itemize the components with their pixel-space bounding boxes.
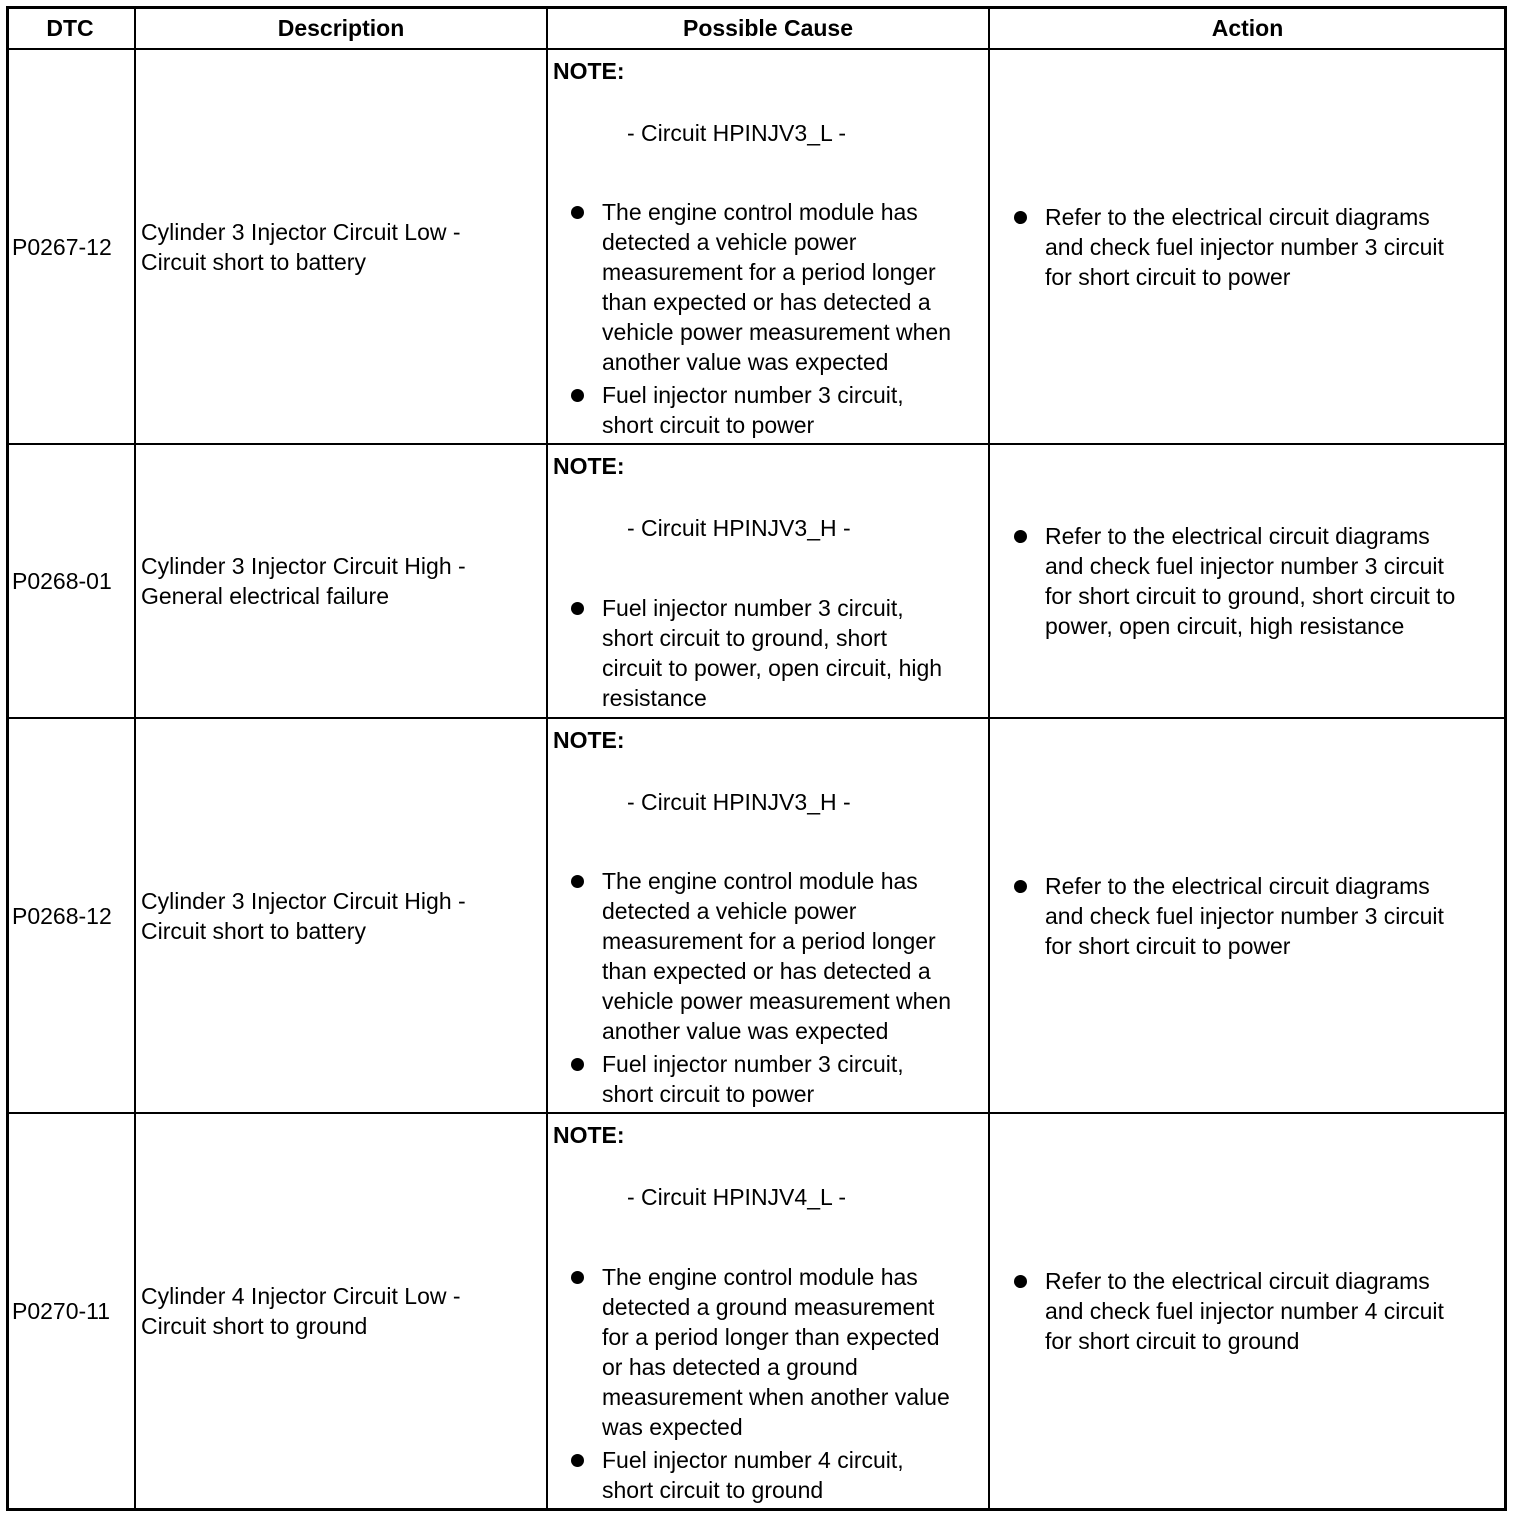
bullet-icon (571, 389, 584, 402)
action-line: and check fuel injector number 3 circuit (1045, 233, 1444, 260)
cause-line: resistance (602, 685, 707, 711)
cause-line: detected a ground measurement (602, 1294, 935, 1320)
cause-line: measurement for a period longer (602, 928, 936, 954)
cause-line: vehicle power measurement when (602, 319, 952, 345)
cause-line: short circuit to ground (602, 1477, 824, 1503)
note-label: NOTE: (553, 58, 625, 84)
cause-line: Fuel injector number 3 circuit, (602, 595, 904, 621)
cause-line: Fuel injector number 3 circuit, (602, 1051, 904, 1077)
cause-line: measurement for a period longer (602, 259, 936, 285)
description-line: Circuit short to battery (141, 917, 366, 944)
cause-line: for a period longer than expected (602, 1324, 940, 1350)
cause-line: short circuit to ground, short (602, 625, 888, 651)
header-possible-cause: Possible Cause (682, 14, 854, 41)
action-line: for short circuit to power (1045, 263, 1291, 290)
cause-line: detected a vehicle power (602, 229, 857, 255)
cause-line: another value was expected (602, 1018, 889, 1044)
cause-line: The engine control module has (602, 1264, 918, 1290)
bullet-icon (1014, 211, 1027, 224)
circuit-name: - Circuit HPINJV3_L - (627, 120, 846, 146)
circuit-name: - Circuit HPINJV4_L - (627, 1184, 846, 1210)
cause-line: measurement when another value (602, 1384, 950, 1410)
row-divider (6, 717, 1507, 719)
cause-line: The engine control module has (602, 199, 918, 225)
action-line: Refer to the electrical circuit diagrams (1045, 872, 1430, 899)
description-line: Cylinder 3 Injector Circuit Low - (141, 218, 461, 245)
cause-line: short circuit to power (602, 412, 815, 438)
bullet-icon (571, 1058, 584, 1071)
dtc-code: P0267-12 (12, 233, 112, 260)
action-line: power, open circuit, high resistance (1045, 613, 1405, 639)
cause-line: short circuit to power (602, 1081, 815, 1107)
note-label: NOTE: (553, 727, 625, 753)
cause-line: vehicle power measurement when (602, 988, 952, 1014)
column-divider (134, 6, 136, 1511)
description-line: Circuit short to ground (141, 1313, 368, 1339)
bullet-icon (571, 206, 584, 219)
column-divider (546, 6, 548, 1511)
bullet-icon (1014, 1275, 1027, 1288)
description-line: Cylinder 3 Injector Circuit High - (141, 887, 466, 914)
action-line: for short circuit to ground (1045, 1328, 1300, 1354)
bullet-icon (1014, 530, 1027, 543)
cause-line: Fuel injector number 3 circuit, (602, 382, 904, 408)
description-line: General electrical failure (141, 583, 390, 609)
action-line: and check fuel injector number 4 circuit (1045, 1298, 1444, 1324)
action-line: Refer to the electrical circuit diagrams (1045, 203, 1430, 230)
cause-line: another value was expected (602, 349, 889, 375)
action-line: Refer to the electrical circuit diagrams (1045, 1268, 1430, 1294)
column-divider (988, 6, 990, 1511)
row-divider (6, 443, 1507, 445)
action-line: for short circuit to power (1045, 932, 1291, 959)
cause-line: Fuel injector number 4 circuit, (602, 1447, 904, 1473)
description-line: Cylinder 3 Injector Circuit High - (141, 553, 466, 579)
cause-line: or has detected a ground (602, 1354, 858, 1380)
description-line: Circuit short to battery (141, 248, 366, 275)
bullet-icon (571, 875, 584, 888)
cause-line: was expected (602, 1414, 743, 1440)
cause-line: than expected or has detected a (602, 289, 931, 315)
dtc-code: P0268-12 (12, 902, 112, 929)
circuit-name: - Circuit HPINJV3_H - (627, 789, 851, 815)
cause-line: The engine control module has (602, 868, 918, 894)
note-label: NOTE: (553, 1122, 625, 1148)
header-dtc: DTC (46, 14, 94, 41)
bullet-icon (571, 1271, 584, 1284)
action-line: and check fuel injector number 3 circuit (1045, 902, 1444, 929)
description-line: Cylinder 4 Injector Circuit Low - (141, 1283, 461, 1309)
action-line: Refer to the electrical circuit diagrams (1045, 523, 1430, 549)
header-action: Action (1211, 14, 1284, 41)
cause-line: than expected or has detected a (602, 958, 931, 984)
bullet-icon (571, 602, 584, 615)
circuit-name: - Circuit HPINJV3_H - (627, 515, 851, 541)
cause-line: detected a vehicle power (602, 898, 857, 924)
header-description: Description (277, 14, 405, 41)
bullet-icon (571, 1454, 584, 1467)
action-line: and check fuel injector number 3 circuit (1045, 553, 1444, 579)
dtc-code: P0268-01 (12, 568, 112, 594)
dtc-code: P0270-11 (12, 1298, 111, 1324)
cause-line: circuit to power, open circuit, high (602, 655, 943, 681)
bullet-icon (1014, 880, 1027, 893)
action-line: for short circuit to ground, short circuit to (1045, 583, 1456, 609)
note-label: NOTE: (553, 453, 625, 479)
row-divider (6, 1112, 1507, 1114)
